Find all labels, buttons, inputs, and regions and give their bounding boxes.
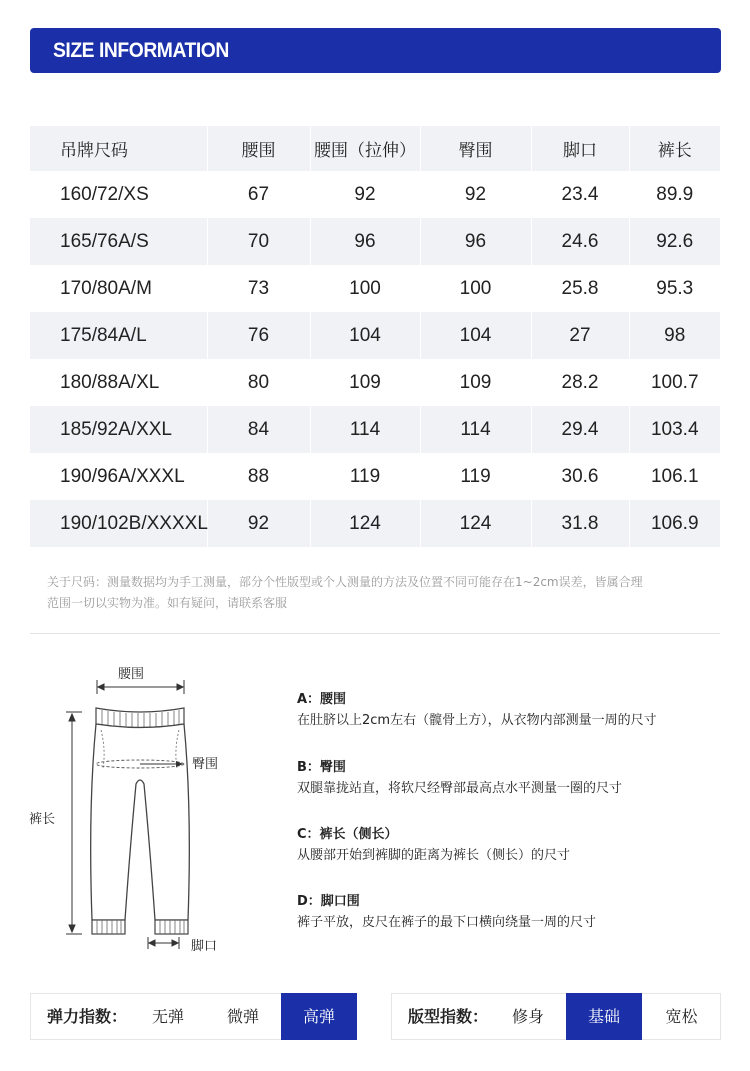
pants-diagram [26, 658, 266, 958]
cell-length: 95.3 [629, 265, 720, 312]
label-waist: 腰围 [118, 667, 145, 682]
cell-length: 98 [629, 312, 720, 359]
elasticity-index [30, 993, 357, 1040]
definition-title: B：臀围 [297, 760, 346, 775]
cell-waist: 76 [207, 312, 310, 359]
fit-option-slim[interactable]: 修身 [511, 1007, 544, 1026]
definition-waist [297, 690, 727, 732]
size-note [47, 572, 722, 614]
cell-length: 103.4 [629, 406, 720, 453]
label-hem: 脚口 [191, 939, 218, 954]
table-row [30, 265, 720, 312]
cell-hip: 119 [420, 453, 531, 500]
cell-waist-stretch: 104 [310, 312, 420, 359]
elasticity-label: 弹力指数： [47, 1007, 128, 1026]
cell-hip: 104 [420, 312, 531, 359]
cell-length: 89.9 [629, 171, 720, 218]
cell-waist-stretch: 92 [310, 171, 420, 218]
fit-index [391, 993, 721, 1040]
cell-length: 92.6 [629, 218, 720, 265]
length-arrow [66, 712, 82, 934]
divider [30, 633, 720, 634]
definition-text: 裤子平放，皮尺在裤子的最下口横向绕量一周的尺寸 [297, 915, 597, 930]
definition-text: 在肚脐以上2cm左右（髋骨上方），从衣物内部测量一周的尺寸 [297, 713, 657, 728]
cell-waist-stretch: 124 [310, 500, 420, 547]
label-length: 裤长 [29, 812, 56, 827]
fit-option-loose[interactable]: 宽松 [665, 1007, 698, 1026]
cell-waist: 88 [207, 453, 310, 500]
cell-hip: 100 [420, 265, 531, 312]
cell-tag-size: 165/76A/S [30, 218, 207, 265]
cell-waist: 80 [207, 359, 310, 406]
cell-tag-size: 170/80A/M [60, 277, 152, 299]
pants-illustration [26, 658, 266, 958]
definition-title: D：脚口围 [297, 894, 360, 909]
cell-waist-stretch: 119 [310, 453, 420, 500]
cell-hem: 24.6 [531, 218, 629, 265]
cell-hip: 114 [420, 406, 531, 453]
cell-hem: 31.8 [531, 500, 629, 547]
cell-waist: 67 [207, 171, 310, 218]
cell-tag-size: 185/92A/XXL [30, 406, 207, 453]
cell-length: 100.7 [629, 359, 720, 406]
cell-tag-size: 160/72/XS [60, 183, 149, 205]
header-bar [30, 28, 721, 73]
cell-waist: 73 [207, 265, 310, 312]
cell-hem: 30.6 [531, 453, 629, 500]
pants-outline [91, 724, 190, 920]
col-header-length: 裤长 [629, 126, 720, 171]
cell-tag-size: 190/96A/XXXL [60, 465, 185, 487]
cell-hip: 109 [420, 359, 531, 406]
cell-waist: 70 [207, 218, 310, 265]
cell-hem: 23.4 [531, 171, 629, 218]
col-header-tag-size: 吊牌尺码 [30, 126, 207, 171]
cell-hip: 124 [420, 500, 531, 547]
label-hip: 臀围 [192, 757, 219, 772]
table-header-row [30, 126, 720, 171]
cell-length: 106.1 [629, 453, 720, 500]
cell-waist: 84 [207, 406, 310, 453]
waist-arrow [97, 680, 184, 694]
cell-tag-size: 190/102B/XXXXL [30, 500, 207, 547]
cell-length: 106.9 [629, 500, 720, 547]
table-row [30, 312, 720, 359]
definition-hip [297, 758, 727, 800]
table-row [30, 359, 720, 406]
table-row [30, 218, 720, 265]
definition-title: C：裤长（侧长） [297, 827, 398, 842]
elasticity-option-none[interactable]: 无弹 [151, 1007, 184, 1026]
elasticity-option-slight[interactable]: 微弹 [226, 1007, 259, 1026]
cell-waist-stretch: 96 [310, 218, 420, 265]
cell-hip: 92 [420, 171, 531, 218]
col-header-waist: 腰围 [207, 126, 310, 171]
table-row [30, 171, 720, 218]
col-header-hem: 脚口 [531, 126, 629, 171]
cell-hem: 27 [531, 312, 629, 359]
cell-hem: 28.2 [531, 359, 629, 406]
definition-text: 从腰部开始到裤脚的距离为裤长（侧长）的尺寸 [297, 848, 571, 863]
cell-hem: 25.8 [531, 265, 629, 312]
cell-waist-stretch: 100 [310, 265, 420, 312]
cell-hem: 29.4 [531, 406, 629, 453]
table-row [30, 453, 720, 500]
fit-option-regular[interactable]: 基础 [566, 993, 642, 1040]
size-note-line: 关于尺码：测量数据均为手工测量，部分个性版型或个人测量的方法及位置不同可能存在1~2cm误差，皆属合理 [47, 575, 643, 589]
col-header-hip: 臀围 [420, 126, 531, 171]
definition-hem [297, 892, 727, 934]
col-header-waist-stretch: 腰围（拉伸） [310, 126, 420, 171]
definition-length [297, 825, 727, 867]
hem-arrow [148, 937, 179, 949]
cell-hip: 96 [420, 218, 531, 265]
definition-title: A：腰围 [297, 692, 347, 707]
table-row [30, 406, 720, 453]
cell-waist-stretch: 114 [310, 406, 420, 453]
definition-text: 双腿靠拢站直，将软尺经臀部最高点水平测量一圈的尺寸 [297, 781, 623, 796]
cell-waist-stretch: 109 [310, 359, 420, 406]
table-row [30, 500, 720, 547]
fit-label: 版型指数： [408, 1007, 489, 1026]
cell-waist: 92 [207, 500, 310, 547]
elasticity-option-high[interactable]: 高弹 [281, 993, 357, 1040]
size-note-line: 范围一切以实物为准。如有疑问，请联系客服 [47, 596, 288, 610]
page-title: SIZE INFORMATION [53, 39, 229, 62]
cell-tag-size: 175/84A/L [30, 312, 207, 359]
size-table [30, 126, 720, 547]
cell-tag-size: 180/88A/XL [60, 371, 160, 393]
